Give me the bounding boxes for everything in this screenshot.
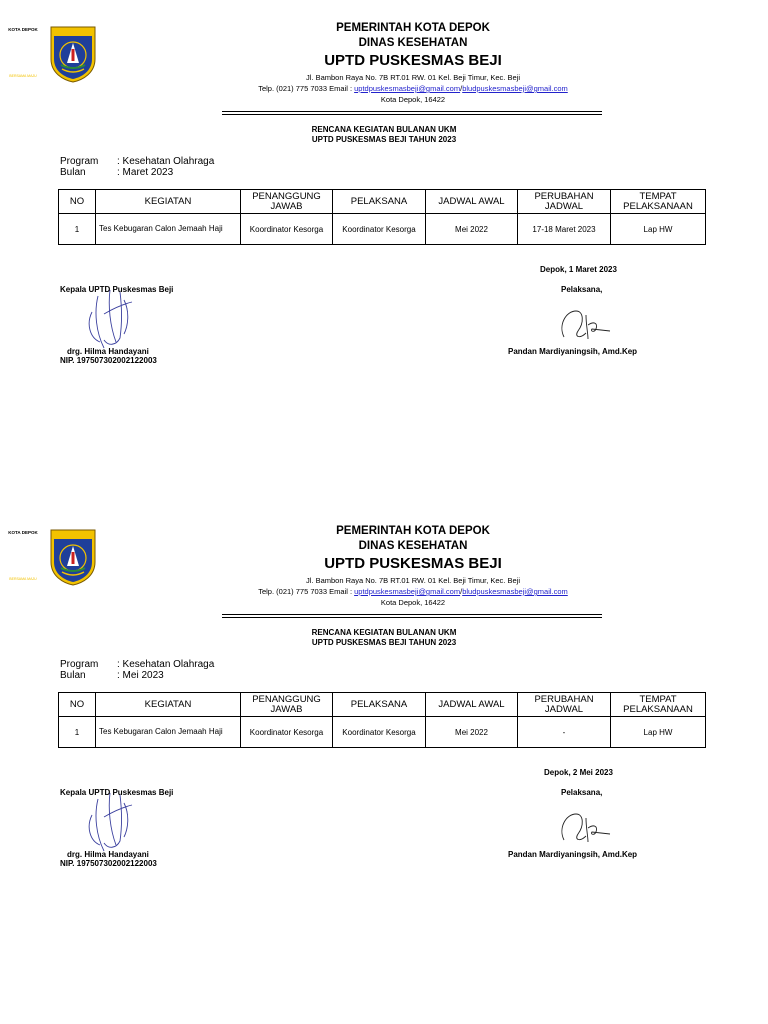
program-label: Program [60,659,99,670]
month-value: : Maret 2023 [117,167,174,178]
logo-label: KOTA DEPOK [8,530,38,535]
city-postcode: Kota Depok, 16422 [380,95,446,104]
header-rule-thick [222,614,602,615]
executor-signature [556,808,614,846]
table-row [59,214,706,245]
cell-perubahan-jadwal: 17-18 Maret 2023 [518,214,611,245]
executor-signature [556,305,614,343]
email-separator: / [460,587,463,596]
sign-date: Depok, 2 Mei 2023 [544,768,613,777]
cell-penanggung-jawab: Koordinator Kesorga [241,717,333,748]
cell-tempat: Lap HW [611,214,706,245]
program-label: Program [60,156,99,167]
dept-name: DINAS KESEHATAN [358,37,468,49]
header-rule-thin [222,114,602,115]
cell-jadwal-awal: Mei 2022 [426,214,518,245]
head-signature [80,282,160,356]
cell-kegiatan: Tes Kebugaran Calon Jemaah Haji [96,214,241,245]
institution-name: UPTD PUSKESMAS BEJI [324,555,502,572]
executor-name: Pandan Mardiyaningsih, Amd.Kep [508,347,638,356]
doc-title: RENCANA KEGIATAN BULANAN UKM [311,628,457,637]
head-signature [80,785,160,859]
head-nip: NIP. 197507302002122003 [60,356,157,365]
program-row [60,156,214,167]
activity-table [58,189,706,245]
col-pelaksana: PELAKSANA [333,190,426,214]
telephone: Telp. (021) 775 7033 Email : [258,84,355,93]
col-kegiatan: KEGIATAN [96,693,241,717]
program-value: : Kesehatan Olahraga [117,156,215,167]
doc-title: RENCANA KEGIATAN BULANAN UKM [311,125,457,134]
program-row [60,659,214,670]
head-nip: NIP. 197507302002122003 [60,859,157,868]
city-postcode: Kota Depok, 16422 [380,598,446,607]
email-link-2[interactable]: bludpuskesmasbeji@gmail.com [462,84,568,93]
address: Jl. Bambon Raya No. 7B RT.01 RW. 01 Kel. Beji Timur, Kec. Beji [306,576,520,585]
institution-name: UPTD PUSKESMAS BEJI [324,52,502,69]
col-jadwal-awal: JADWAL AWAL [426,190,518,214]
header-rule-thin [222,617,602,618]
org-name: PEMERINTAH KOTA DEPOK [336,525,490,537]
logo-motto: BERSAMA MAJU [9,577,37,581]
executor-title: Pelaksana, [561,285,603,294]
logo-label: KOTA DEPOK [8,27,38,32]
contact-line [0,587,768,596]
cell-no: 1 [59,214,96,245]
program-value: : Kesehatan Olahraga [117,659,215,670]
table-row [59,717,706,748]
col-perubahan-jadwal: PERUBAHAN JADWAL [518,190,611,214]
col-kegiatan: KEGIATAN [96,190,241,214]
col-perubahan-jadwal: PERUBAHAN JADWAL [518,693,611,717]
dept-name: DINAS KESEHATAN [358,540,468,552]
month-value: : Mei 2023 [117,670,164,681]
month-row [60,167,173,178]
cell-kegiatan: Tes Kebugaran Calon Jemaah Haji [96,717,241,748]
sign-date: Depok, 1 Maret 2023 [540,265,617,274]
logo-motto: BERSAMA MAJU [9,74,37,78]
executor-title: Pelaksana, [561,788,603,797]
doc-subtitle: UPTD PUSKESMAS BEJI TAHUN 2023 [311,135,457,144]
head-title: Kepala UPTD Puskesmas Beji [60,788,174,797]
document-2 [0,503,768,903]
col-tempat: TEMPAT PELAKSANAAN [611,190,706,214]
table-header-row [59,190,706,214]
month-row [60,670,164,681]
head-name: drg. Hilma Handayani [67,347,149,356]
email-link-1[interactable]: uptdpuskesmasbeji@gmail.com [354,84,461,93]
cell-pelaksana: Koordinator Kesorga [333,214,426,245]
org-name: PEMERINTAH KOTA DEPOK [336,22,490,34]
email-link-2[interactable]: bludpuskesmasbeji@gmail.com [462,587,568,596]
col-penanggung-jawab: PENANGGUNG JAWAB [241,190,333,214]
contact-line [0,84,768,93]
cell-penanggung-jawab: Koordinator Kesorga [241,214,333,245]
col-jadwal-awal: JADWAL AWAL [426,693,518,717]
cell-jadwal-awal: Mei 2022 [426,717,518,748]
email-link-1[interactable]: uptdpuskesmasbeji@gmail.com [354,587,461,596]
cell-perubahan-jadwal: - [518,717,611,748]
activity-table [58,692,706,748]
email-separator: / [460,84,463,93]
col-pelaksana: PELAKSANA [333,693,426,717]
col-penanggung-jawab: PENANGGUNG JAWAB [241,693,333,717]
table-header-row [59,693,706,717]
col-no: NO [59,693,96,717]
address: Jl. Bambon Raya No. 7B RT.01 RW. 01 Kel. Beji Timur, Kec. Beji [306,73,520,82]
col-tempat: TEMPAT PELAKSANAAN [611,693,706,717]
head-name: drg. Hilma Handayani [67,850,149,859]
telephone: Telp. (021) 775 7033 Email : [258,587,355,596]
cell-tempat: Lap HW [611,717,706,748]
header-rule-thick [222,111,602,112]
executor-name: Pandan Mardiyaningsih, Amd.Kep [508,850,638,859]
document-1 [0,0,768,400]
cell-no: 1 [59,717,96,748]
doc-subtitle: UPTD PUSKESMAS BEJI TAHUN 2023 [311,638,457,647]
head-title: Kepala UPTD Puskesmas Beji [60,285,174,294]
cell-pelaksana: Koordinator Kesorga [333,717,426,748]
month-label: Bulan [60,670,86,681]
col-no: NO [59,190,96,214]
month-label: Bulan [60,167,86,178]
